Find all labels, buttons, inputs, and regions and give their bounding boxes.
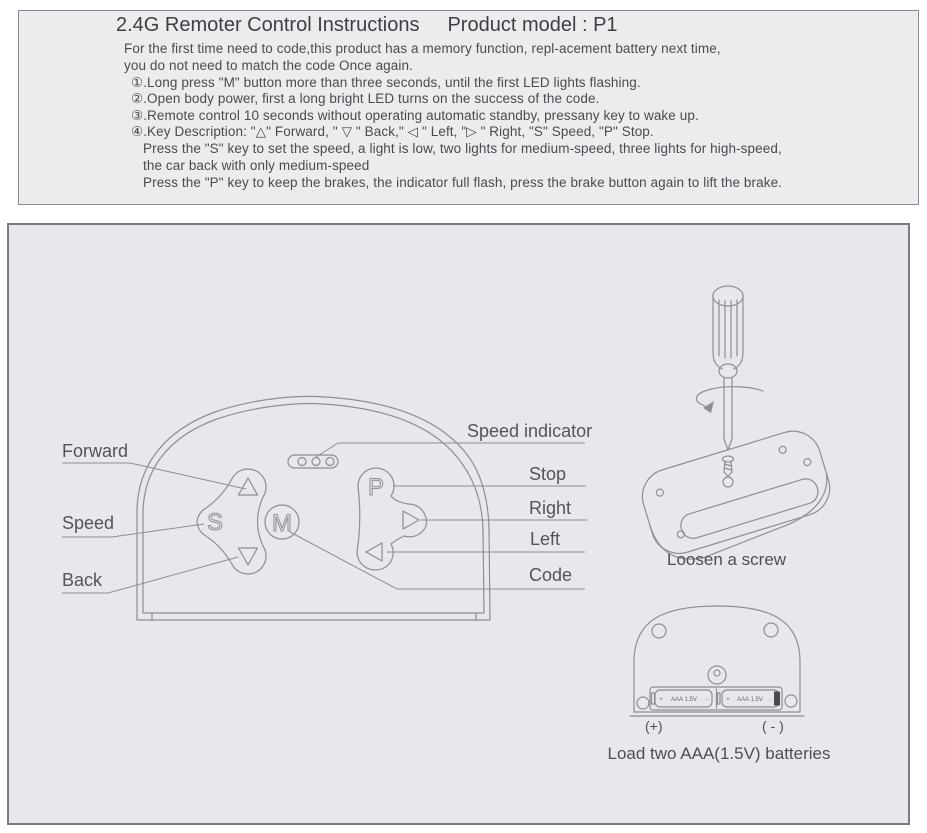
label-stop: Stop — [529, 464, 567, 484]
label-speed-indicator: Speed indicator — [467, 421, 593, 441]
battery2-plus: + — [726, 697, 730, 703]
intro-line-1: For the first time need to code,this product has a memory function, repl-acement battery next time, — [124, 41, 721, 56]
code-button-label: M — [272, 510, 292, 537]
speed-button-label: S — [206, 509, 224, 536]
battery1-minus: - — [706, 697, 708, 703]
note-2: the car back with only medium-speed — [143, 158, 370, 173]
step-1: ①.Long press "M" button more than three seconds, until the first LED lights flashing. — [131, 75, 641, 90]
label-back: Back — [62, 570, 103, 590]
label-right: Right — [529, 498, 572, 518]
label-code: Code — [529, 565, 573, 585]
polarity-positive: (+) — [645, 718, 663, 734]
battery-caption: Load two AAA(1.5V) batteries — [607, 744, 831, 763]
note-3: Press the "P" key to keep the brakes, the indicator full flash, press the brake button again to lift the brake. — [143, 175, 783, 190]
step-2: ②.Open body power, first a long bright LED turns on the success of the code. — [131, 91, 600, 106]
battery1-label: AAA 1.5V — [671, 697, 697, 703]
battery-terminal-block — [774, 692, 780, 706]
label-left: Left — [530, 529, 561, 549]
loosen-screw-caption: Loosen a screw — [667, 550, 787, 569]
note-1: Press the "S" key to set the speed, a light is low, two lights for medium-speed, three lights for high-speed, — [143, 141, 782, 156]
polarity-negative: ( - ) — [762, 718, 784, 734]
battery2-minus: - — [769, 697, 771, 703]
stop-button-label: P — [367, 474, 385, 501]
page-title: 2.4G Remoter Control Instructions — [116, 14, 420, 36]
product-model: Product model : P1 — [447, 14, 618, 36]
battery1-plus: + — [659, 697, 663, 703]
label-forward: Forward — [62, 441, 129, 461]
intro-line-2: you do not need to match the code Once again. — [124, 58, 413, 73]
battery-bay — [650, 687, 782, 710]
battery2-label: AAA 1.5V — [737, 697, 763, 703]
step-4: ④.Key Description: "△" Forward, " ▽ " Back," ◁ " Left, "▷ " Right, "S" Speed, "P" Stop. — [131, 124, 654, 139]
label-speed: Speed — [62, 513, 115, 533]
step-3: ③.Remote control 10 seconds without operating automatic standby, pressany key to wake up. — [131, 108, 699, 123]
